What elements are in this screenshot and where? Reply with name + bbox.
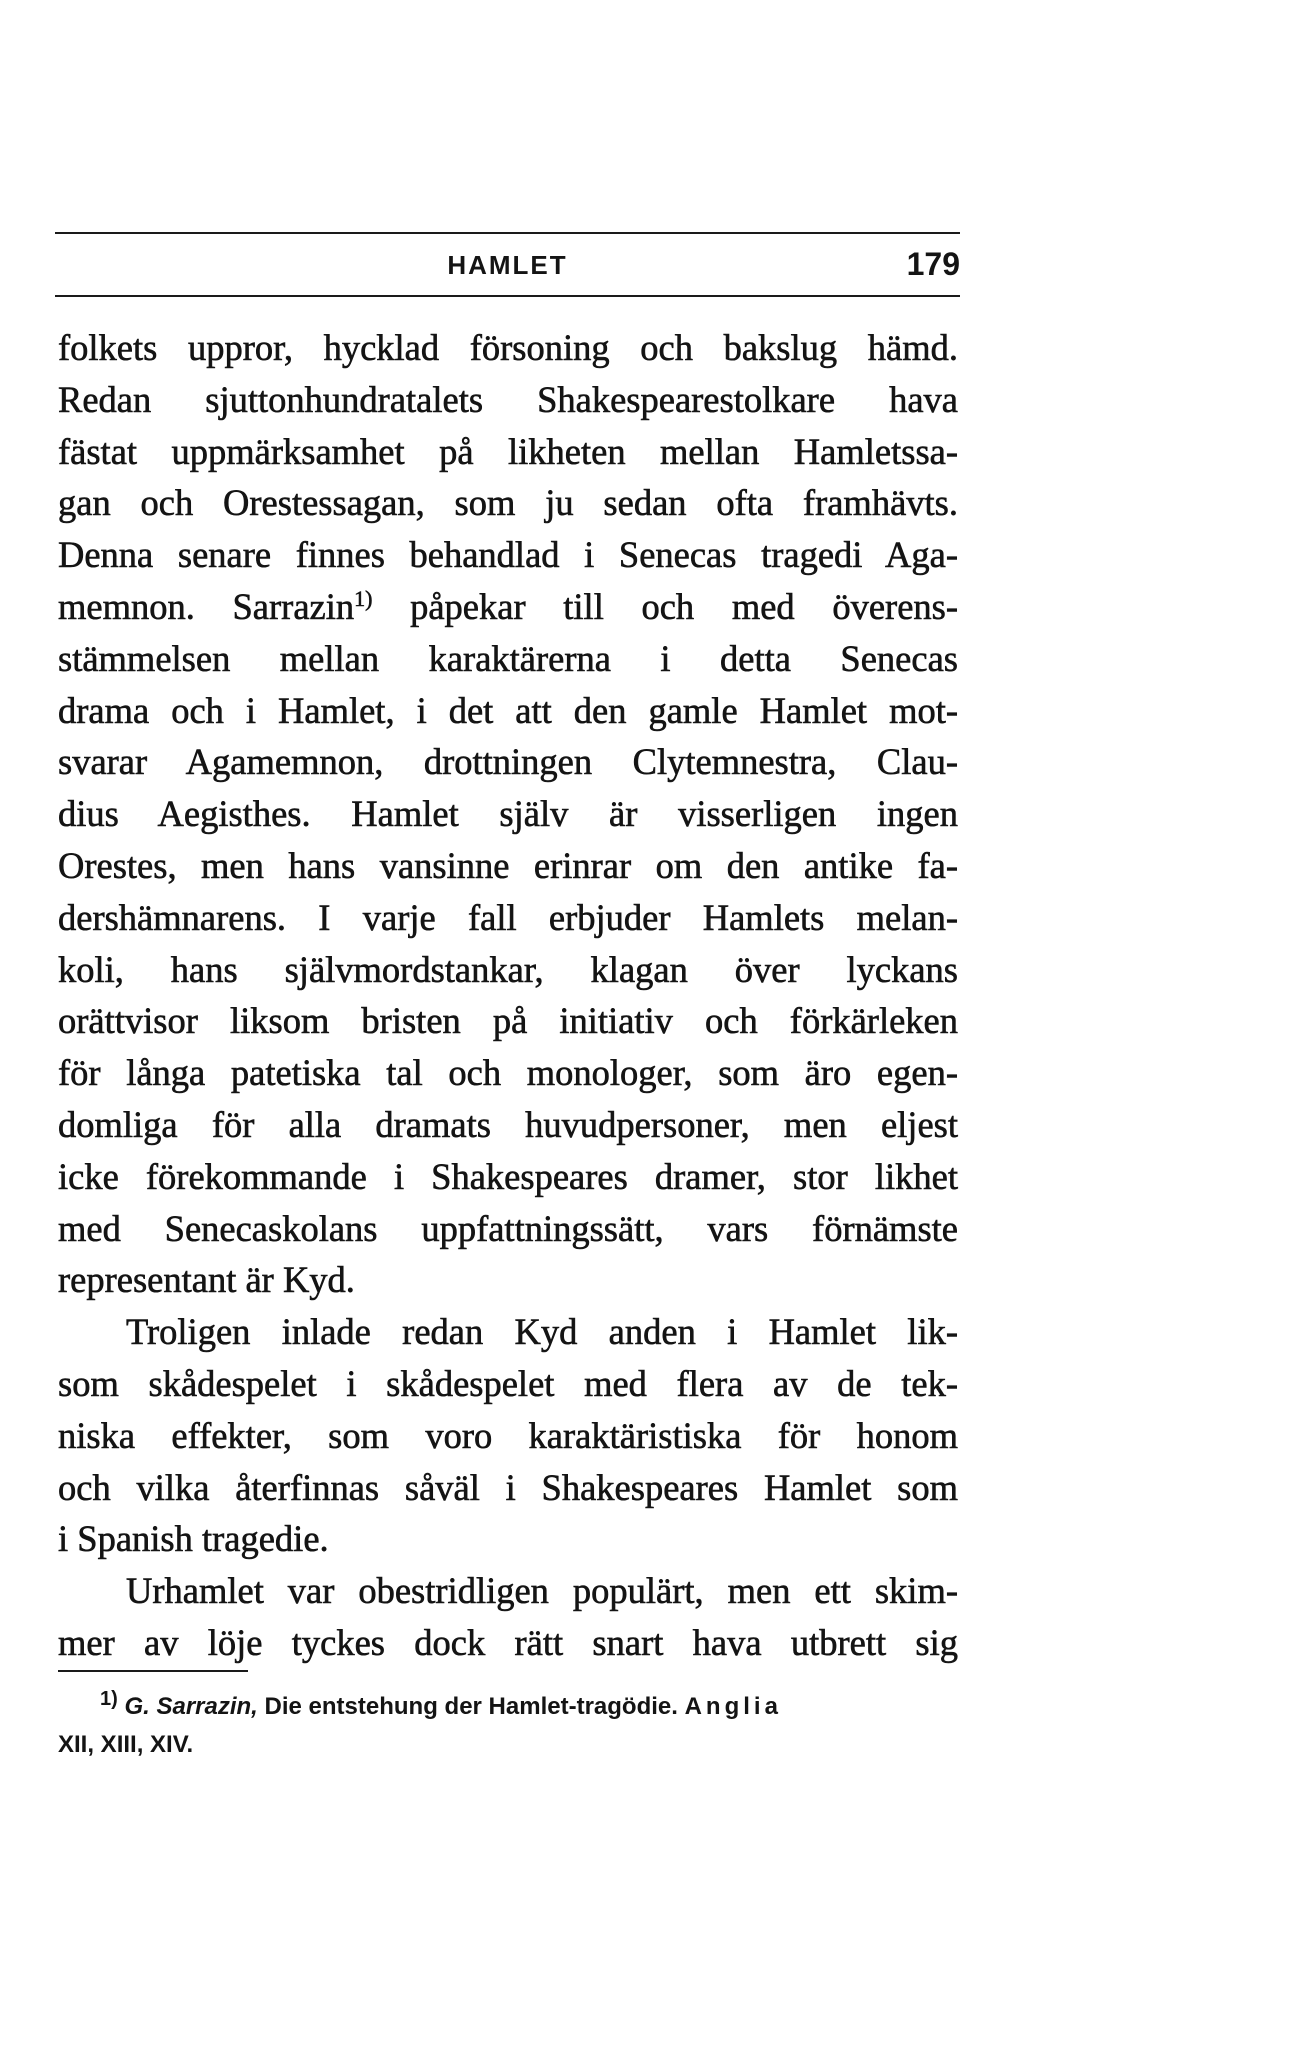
footnote-journal: Anglia: [684, 1693, 782, 1720]
text-line: stämmelsen mellan karaktärerna i detta Senecas: [58, 637, 958, 679]
text-line: drama och i Hamlet, i det att den gamle Hamlet mot-: [58, 689, 958, 731]
text-line: dershämnarens. I varje fall erbjuder Hamlets melan-: [58, 896, 958, 938]
page-number: 179: [906, 246, 960, 282]
text-line: niska effekter, som voro karaktäristiska för honom: [58, 1414, 958, 1456]
footnote-line: [58, 1688, 963, 1726]
text-line: i Spanish tragedie.: [58, 1518, 329, 1560]
footnote-title: Die entstehung der Hamlet-tragödie.: [264, 1693, 678, 1720]
running-title: HAMLET: [447, 250, 568, 280]
footnote-author: G. Sarrazin,: [124, 1693, 258, 1720]
text-line: orättvisor liksom bristen på initiativ och förkärleken: [58, 1000, 958, 1042]
text-segment: memnon. Sarrazin: [58, 585, 355, 627]
text-line-with-note-ref: [58, 581, 958, 633]
footnote-reference: 1): [354, 585, 373, 611]
text-line: domliga för alla dramats huvudpersoner, men eljest: [58, 1103, 958, 1145]
text-line: för långa patetiska tal och monologer, som äro egen-: [58, 1052, 958, 1094]
footnote-line: XII, XIII, XIV.: [58, 1731, 194, 1758]
text-line: svarar Agamemnon, drottningen Clytemnestra, Clau-: [58, 741, 958, 783]
text-line: Orestes, men hans vansinne erinrar om den antike fa-: [58, 844, 958, 886]
text-line: och vilka återfinnas såväl i Shakespeares Hamlet som: [58, 1466, 958, 1508]
text-line: med Senecaskolans uppfattningssätt, vars förnämste: [58, 1207, 958, 1249]
body-text: [58, 322, 958, 1669]
text-line: fästat uppmärksamhet på likheten mellan Hamletssa-: [58, 430, 958, 472]
text-line: folkets uppror, hycklad försoning och bakslug hämd.: [58, 327, 958, 368]
footnote-marker: 1): [100, 1688, 118, 1710]
running-head: [55, 244, 960, 288]
text-line: icke förekommande i Shakespeares dramer, stor likhet: [58, 1155, 958, 1197]
text-line: Redan sjuttonhundratalets Shakespearestolkare hava: [58, 378, 958, 420]
text-line: mer av löje tyckes dock rätt snart hava utbrett sig: [58, 1621, 958, 1663]
footnote: [58, 1688, 963, 1764]
text-line: som skådespelet i skådespelet med flera av de tek-: [58, 1362, 958, 1404]
text-line: gan och Orestessagan, som ju sedan ofta framhävts.: [58, 482, 958, 524]
text-line: Urhamlet var obestridligen populärt, men ett skim-: [126, 1570, 958, 1612]
text-segment: påpekar till och med överens-: [410, 585, 959, 627]
text-line: representant är Kyd.: [58, 1259, 355, 1301]
text-line: Denna senare finnes behandlad i Senecas tragedi Aga-: [58, 534, 958, 576]
footnote-rule: [58, 1670, 248, 1672]
text-line: Troligen inlade redan Kyd anden i Hamlet lik-: [126, 1311, 958, 1353]
header-rule-bottom: [55, 295, 960, 297]
header-rule-top: [55, 232, 960, 234]
text-line: koli, hans självmordstankar, klagan över lyckans: [58, 948, 958, 990]
text-line: dius Aegisthes. Hamlet själv är visserligen ingen: [58, 793, 958, 835]
